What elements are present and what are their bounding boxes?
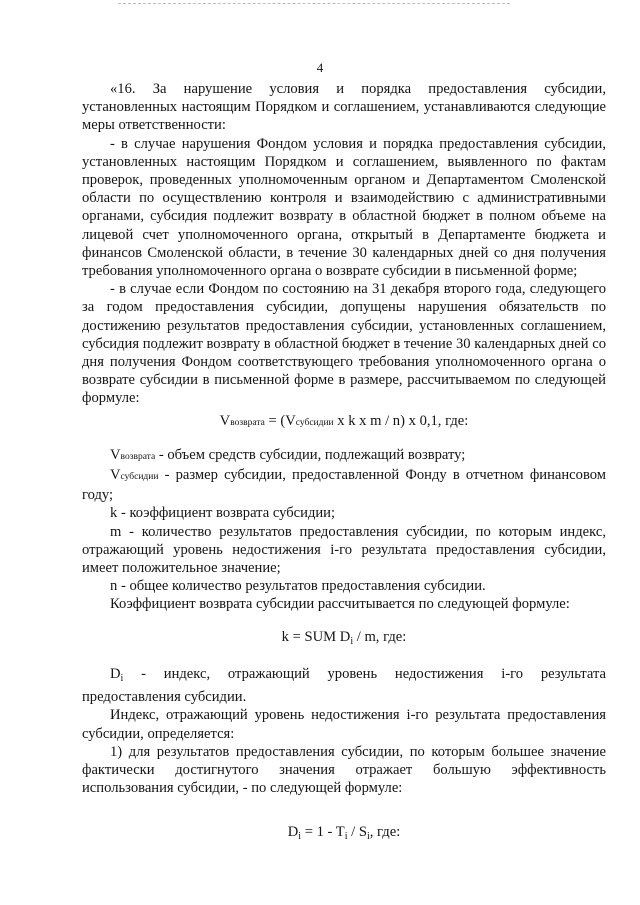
definition-v-return: Vвозврата - объем средств субсидии, подлежащий возврату; — [110, 446, 466, 463]
definition-m: m - количество результатов предоставления субсидии, по которым индекс, отражающий уровень недостижения i-го результата предоставления субсидии, имеет положительное значение; — [82, 523, 606, 577]
formula-coefficient: k = SUM $D_i$ / m, где: — [281, 628, 407, 647]
paragraph-violation-conditions: - в случае нарушения Фондом условия и порядка предоставления субсидии, установленных настоящим Порядком и соглашением, выявленного по фактам проверок, проведенных уполномоченным органом и Департаментом Смоленской области по осуществлению контроля и взаимодействию с административными органами, субсидия подлежит возврату в областной бюджет в полном объеме на лицевой счет уполномоченного органа, открытый в Департаменте бюджета и финансов Смоленской области, в течение 30 календарных дней со дня получения требования уполномоченного органа о возврате субсидии в письменной форме; — [82, 135, 606, 280]
definition-n: n - общее количество результатов предоставления субсидии. — [110, 578, 486, 595]
definition-v-subsidy: Vсубсидии - размер субсидии, предоставленной Фонду в отчетном финансовом году; — [82, 467, 606, 504]
index-case-1: 1) для результатов предоставления субсидии, по которым большее значение фактически достигнутого значения отражает большую эффективность использования субсидии, - по следующей формуле: — [82, 743, 606, 797]
page-number: 4 — [316, 60, 324, 75]
paragraph-violation-obligations: - в случае если Фондом по состоянию на 31 декабря второго года, следующего за годом предоставления субсидии, допущены нарушения обязательств по достижению результатов предоставления субсидии, установленных соглашением, субсидия подлежит возврату в областной бюджет в течение 30 календарных дней со дня получения Фондом соответствующего требования уполномоченного органа о возврате субсидии в письменной форме в размере, рассчитываемом по следующей формуле: — [82, 281, 606, 407]
definition-di: $D_i$ - индекс, отражающий уровень недостижения i-го результата предоставления субсидии. — [82, 665, 606, 706]
paragraph-16: «16. За нарушение условия и порядка предоставления субсидии, установленных настоящим Порядком и соглашением, устанавливаются следующие меры ответственности: — [82, 81, 606, 134]
coefficient-intro: Коэффициент возврата субсидии рассчитывается по следующей формуле: — [110, 596, 570, 613]
index-intro: Индекс, отражающий уровень недостижения i-го результата предоставления субсидии, определяется: — [82, 707, 606, 742]
document-body — [82, 80, 606, 847]
definition-k: k - коэффициент возврата субсидии; — [110, 505, 336, 522]
scan-artifact-line — [118, 3, 510, 4]
formula-return-amount: Vвозврата = (Vсубсидии x k x m / n) x 0,1, где: — [219, 412, 469, 429]
formula-index: $D_i = 1 - T_i / S_i$, где: — [287, 824, 401, 843]
